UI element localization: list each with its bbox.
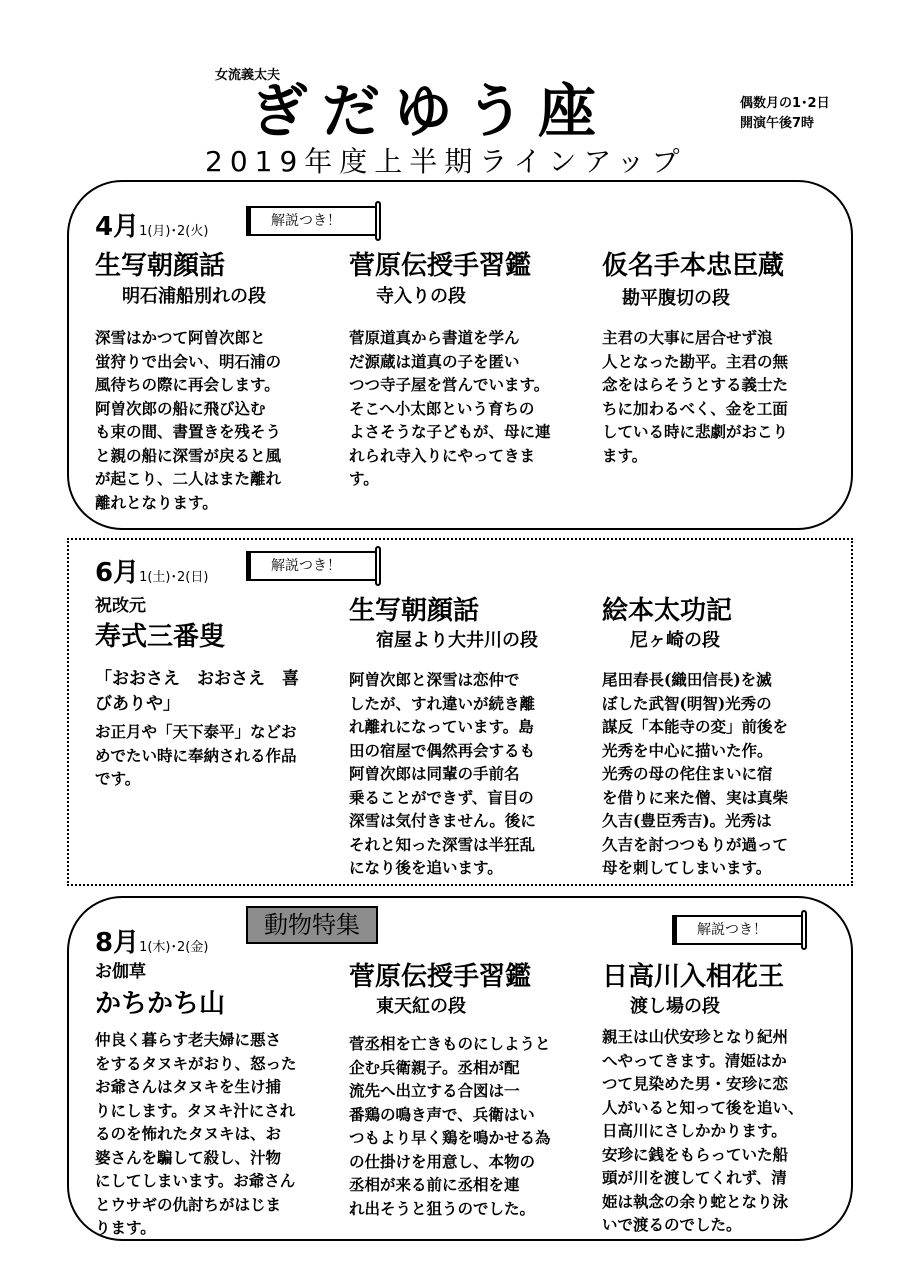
date-label: 1(月)･2(火) — [139, 224, 209, 239]
commentary-badge: 解説つき！ — [246, 551, 378, 581]
play-title: 生写朝顔話 — [349, 596, 480, 626]
play-description: 主君の大事に居合せず浪 人となった勘平。主君の無 念をはらそうとする義士た ちに加わるべく、金を工面 している時に悲劇がおこり ます。 — [602, 328, 789, 465]
scene-title: 尼ヶ崎の段 — [630, 630, 720, 651]
date-label: 1(木)･2(金) — [139, 940, 209, 955]
scene-title: 宿屋より大井川の段 — [376, 630, 538, 651]
play-description: 阿曽次郎と深雪は恋仲で したが、すれ違いが続き離 れ離れになっています。島 田の宿屋で偶然再会するも 阿曽次郎は同輩の手前名 乗ることができず、盲目の 深雪は気付きません。後に それと知った深雪は半狂乱 になり後を追います。 — [349, 670, 536, 877]
play-title: 寿式三番叟 — [95, 622, 226, 652]
month-label: 6月 — [95, 558, 140, 588]
troupe-subtitle: 女流義太夫 — [215, 68, 281, 83]
schedule-days: 偶数月の1･2日 — [740, 96, 830, 111]
june-month-heading — [95, 552, 208, 589]
play-description: 仲良く暮らす老夫婦に悪さ をするタヌキがおり、怒った お爺さんはタヌキを生け捕 りにします。タヌキ汁にされ るのを怖れたタヌキは、お 婆さんを騙して殺し、汁物 にしてしまいます。お爺さん とウサギの仇討ちがはじま ります。 — [95, 1030, 297, 1237]
play-description: お正月や「天下泰平」などお めでたい時に奉納される作品 です。 — [95, 722, 297, 788]
april-month-heading — [95, 206, 208, 243]
play-title: 菅原伝授手習鑑 — [349, 962, 532, 992]
scene-title: 渡し場の段 — [630, 996, 720, 1017]
play-title: 菅原伝授手習鑑 — [349, 251, 532, 281]
play-title: 日高川入相花王 — [602, 962, 785, 992]
play-title: 絵本太功記 — [602, 596, 733, 626]
play-description: 菅丞相を亡きものにしようと 企む兵衛親子。丞相が配 流先へ出立する合図は一 番鶏の鳴き声で、兵衛はい つもより早く鶏を鳴かせる為 の仕掛けを用意し、本物の 丞相が来る前に丞相を連 れ出そうと狙うのでした。 — [349, 1034, 551, 1218]
scene-title: 明石浦船別れの段 — [122, 286, 266, 307]
schedule-time: 開演午後7時 — [740, 116, 815, 131]
play-prefix: お伽草 — [95, 962, 146, 982]
month-label: 8月 — [95, 928, 140, 958]
play-description: 親王は山伏安珍となり紀州 へやってきます。清姫はか つて見染めた男・安珍に恋 人がいると知って後を追い、 日高川にさしかかります。 安珍に銭をもらっていた船 頭が川を渡してくれず、清 姫は執念の余り蛇となり泳 いで渡るのでした。 — [602, 1027, 804, 1234]
scene-title: 寺入りの段 — [376, 286, 466, 307]
play-description: 尾田春長(織田信長)を滅 ぼした武智(明智)光秀の 謀反「本能寺の変」前後を 光秀を中心に描いた作。 光秀の母の侘住まいに宿 を借りに来た僧、実は真柴 久吉(豊臣秀吉)。光秀は 久吉を討つつもりが過って 母を刺してしまいます。 — [602, 670, 789, 877]
animal-feature-tag: 動物特集 — [246, 906, 378, 944]
date-label: 1(土)･2(日) — [139, 570, 209, 585]
page-title: ぎだゆう座 — [250, 77, 611, 145]
month-label: 4月 — [95, 212, 140, 242]
scene-title: 勘平腹切の段 — [622, 288, 730, 309]
play-title: 生写朝顔話 — [95, 251, 226, 281]
play-quote: 「おおさえ おおさえ 喜 びありや」 — [95, 669, 299, 714]
play-title: かちかち山 — [95, 989, 226, 1019]
scene-title: 東天紅の段 — [376, 996, 466, 1017]
lineup-heading: 2019年度上半期ラインアップ — [205, 145, 687, 178]
august-month-heading — [95, 922, 208, 959]
play-description: 菅原道真から書道を学ん だ源蔵は道真の子を匿い つつ寺子屋を営んでいます。 そこへ小太郎という育ちの よさそうな子どもが、母に連 れられ寺入りにやってきま す。 — [349, 328, 551, 488]
commentary-badge: 解説つき！ — [246, 206, 378, 236]
play-title: 仮名手本忠臣蔵 — [602, 251, 785, 281]
play-description: 深雪はかつて阿曽次郎と 蛍狩りで出会い、明石浦の 風待ちの際に再会します。 阿曽次郎の船に飛び込む も束の間、書置きを残そう と親の船に深雪が戻ると風 が起こり、二人はまた離れ 離れとなります。 — [95, 328, 282, 512]
play-prefix: 祝改元 — [95, 596, 146, 616]
schedule-info — [740, 94, 830, 134]
commentary-badge: 解説つき！ — [672, 915, 804, 945]
